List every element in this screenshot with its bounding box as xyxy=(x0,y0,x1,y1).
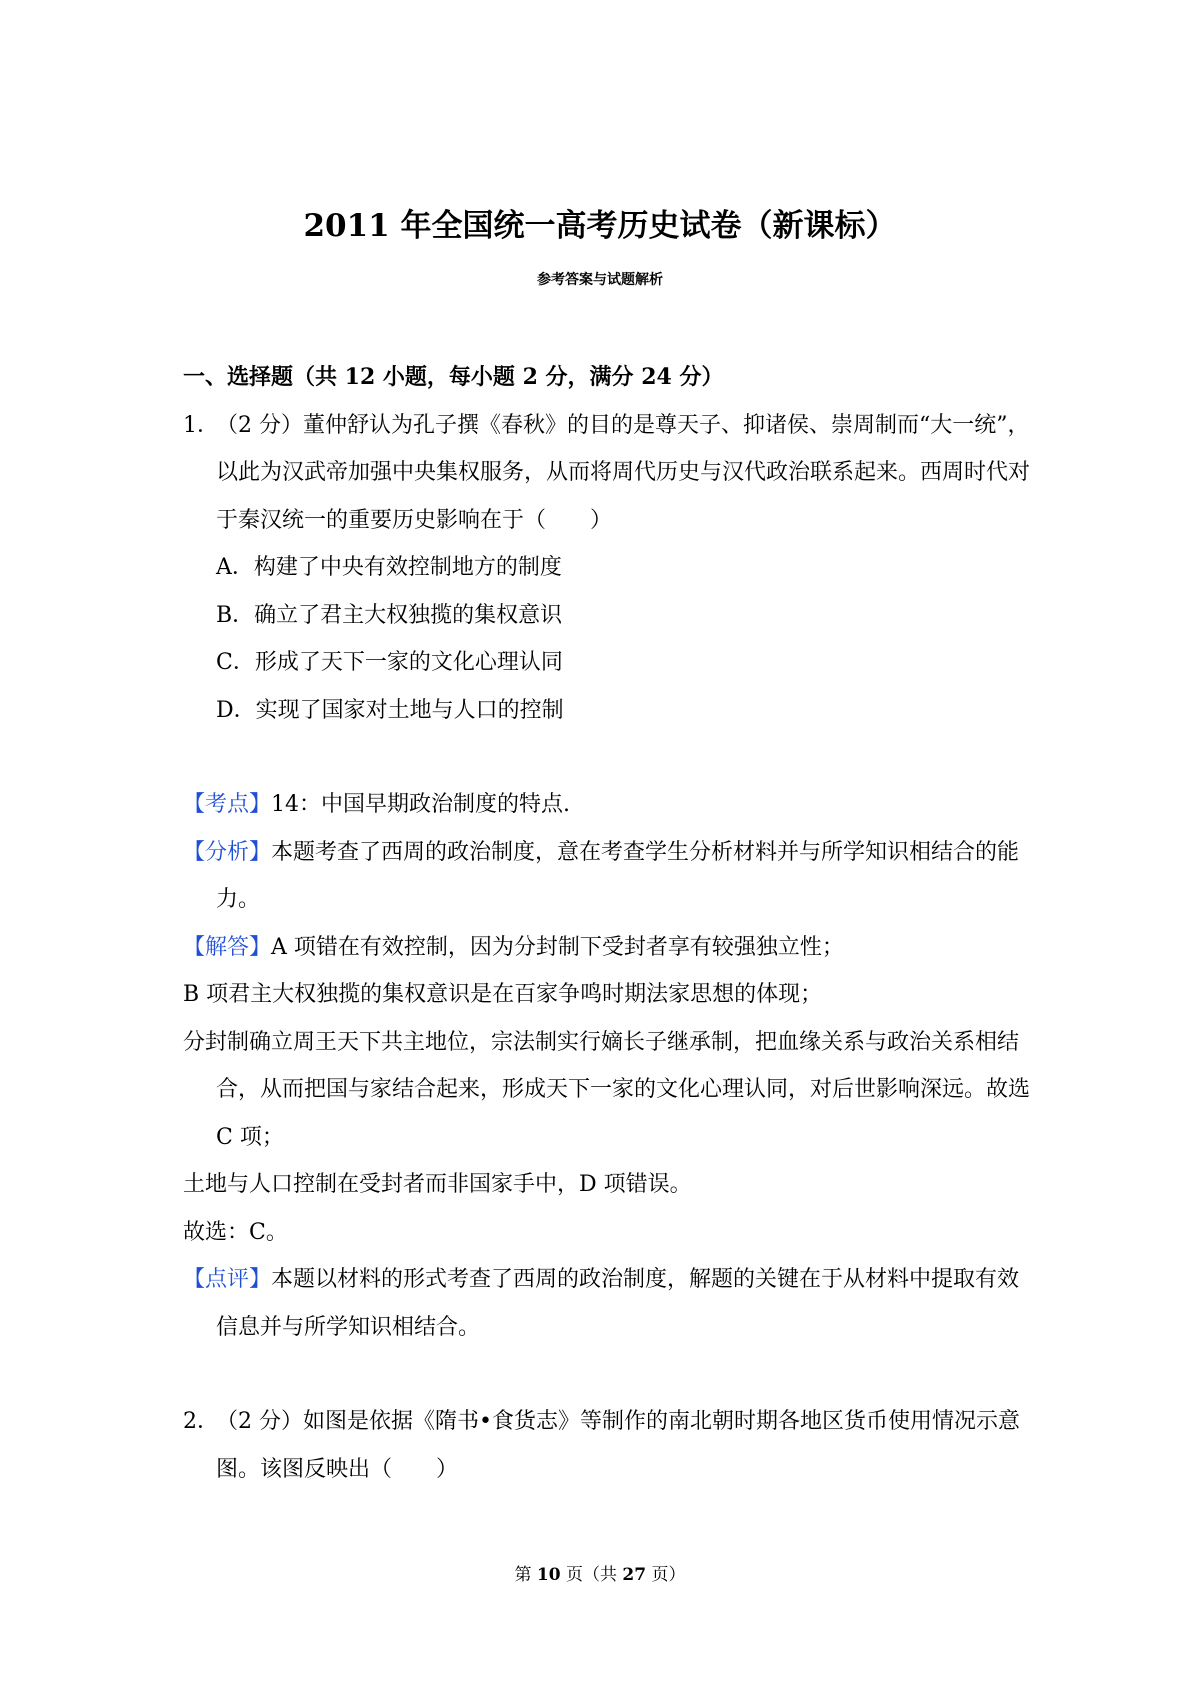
jieda-text-1: A 项错在有效控制，因为分封制下受封者享有较强独立性； xyxy=(271,934,844,960)
kaodian-tag: 【考点】 xyxy=(183,792,272,817)
page-title: 2011 年全国统一高考历史试卷（新课标） xyxy=(303,208,897,244)
footer-suffix: 页） xyxy=(646,1565,686,1585)
footer-middle: 页（共 xyxy=(560,1565,623,1585)
fenxi-line xyxy=(183,829,1033,924)
jieda-tag: 【解答】 xyxy=(183,934,272,960)
dianping-line xyxy=(183,1256,1033,1351)
kaodian-line xyxy=(183,781,1033,829)
fenxi-tag: 【分析】 xyxy=(183,839,272,865)
option-b: B．确立了君主大权独揽的集权意识 xyxy=(216,602,563,628)
dianping-text: 本题以材料的形式考查了西周的政治制度，解题的关键在于从材料中提取有效信息并与所学知识相结合。 xyxy=(216,1267,1020,1340)
question-stem: （2 分）如图是依据《隋书•食货志》等制作的南北朝时期各地区货币使用情况示意图。该图反映出（ ） xyxy=(216,1409,1020,1482)
jieda-text-2: B 项君主大权独揽的集权意识是在百家争鸣时期法家思想的体现； xyxy=(183,982,823,1007)
kaodian-text: 14：中国早期政治制度的特点. xyxy=(271,792,571,817)
jieda-text-3: 分封制确立周王天下共主地位，宗法制实行嫡长子继承制，把血缘关系与政治关系相结合，从而把国与家结合起来，形成天下一家的文化心理认同，对后世影响深远。故选 C 项； xyxy=(183,1029,1031,1150)
jieda-answer: 故选：C。 xyxy=(183,1219,288,1245)
question-stem: （2 分）董仲舒认为孔子撰《春秋》的目的是尊天子、抑诸侯、崇周制而“大一统”，以此为汉武帝加强中央集权服务，从而将周代历史与汉代政治联系起来。西周时代对于秦汉统一的重要历史影响在于（ ） xyxy=(216,412,1031,533)
page-footer xyxy=(0,1563,1200,1587)
page-subtitle: 参考答案与试题解析 xyxy=(537,272,663,288)
question-1 xyxy=(183,402,1033,545)
option-d: D．实现了国家对土地与人口的控制 xyxy=(216,697,564,723)
option-a: A．构建了中央有效控制地方的制度 xyxy=(216,555,562,580)
section-title: 一、选择题（共 12 小题，每小题 2 分，满分 24 分） xyxy=(183,364,724,390)
fenxi-text: 本题考查了西周的政治制度，意在考查学生分析材料并与所学知识相结合的能力。 xyxy=(216,839,1020,912)
dianping-tag: 【点评】 xyxy=(183,1267,272,1292)
footer-total-pages: 27 xyxy=(622,1565,647,1585)
spacer xyxy=(183,734,1033,781)
question-number: 1． xyxy=(183,412,219,438)
footer-page-number: 10 xyxy=(536,1565,561,1585)
main-content xyxy=(183,354,1033,1493)
jieda-line xyxy=(183,924,1033,972)
spacer xyxy=(183,1351,1033,1398)
jieda-text-4: 土地与人口控制在受封者而非国家手中，D 项错误。 xyxy=(183,1172,692,1197)
question-number: 2． xyxy=(183,1409,219,1434)
question-2 xyxy=(183,1398,1033,1493)
footer-prefix: 第 xyxy=(514,1565,537,1585)
option-c: C．形成了天下一家的文化心理认同 xyxy=(216,650,563,675)
